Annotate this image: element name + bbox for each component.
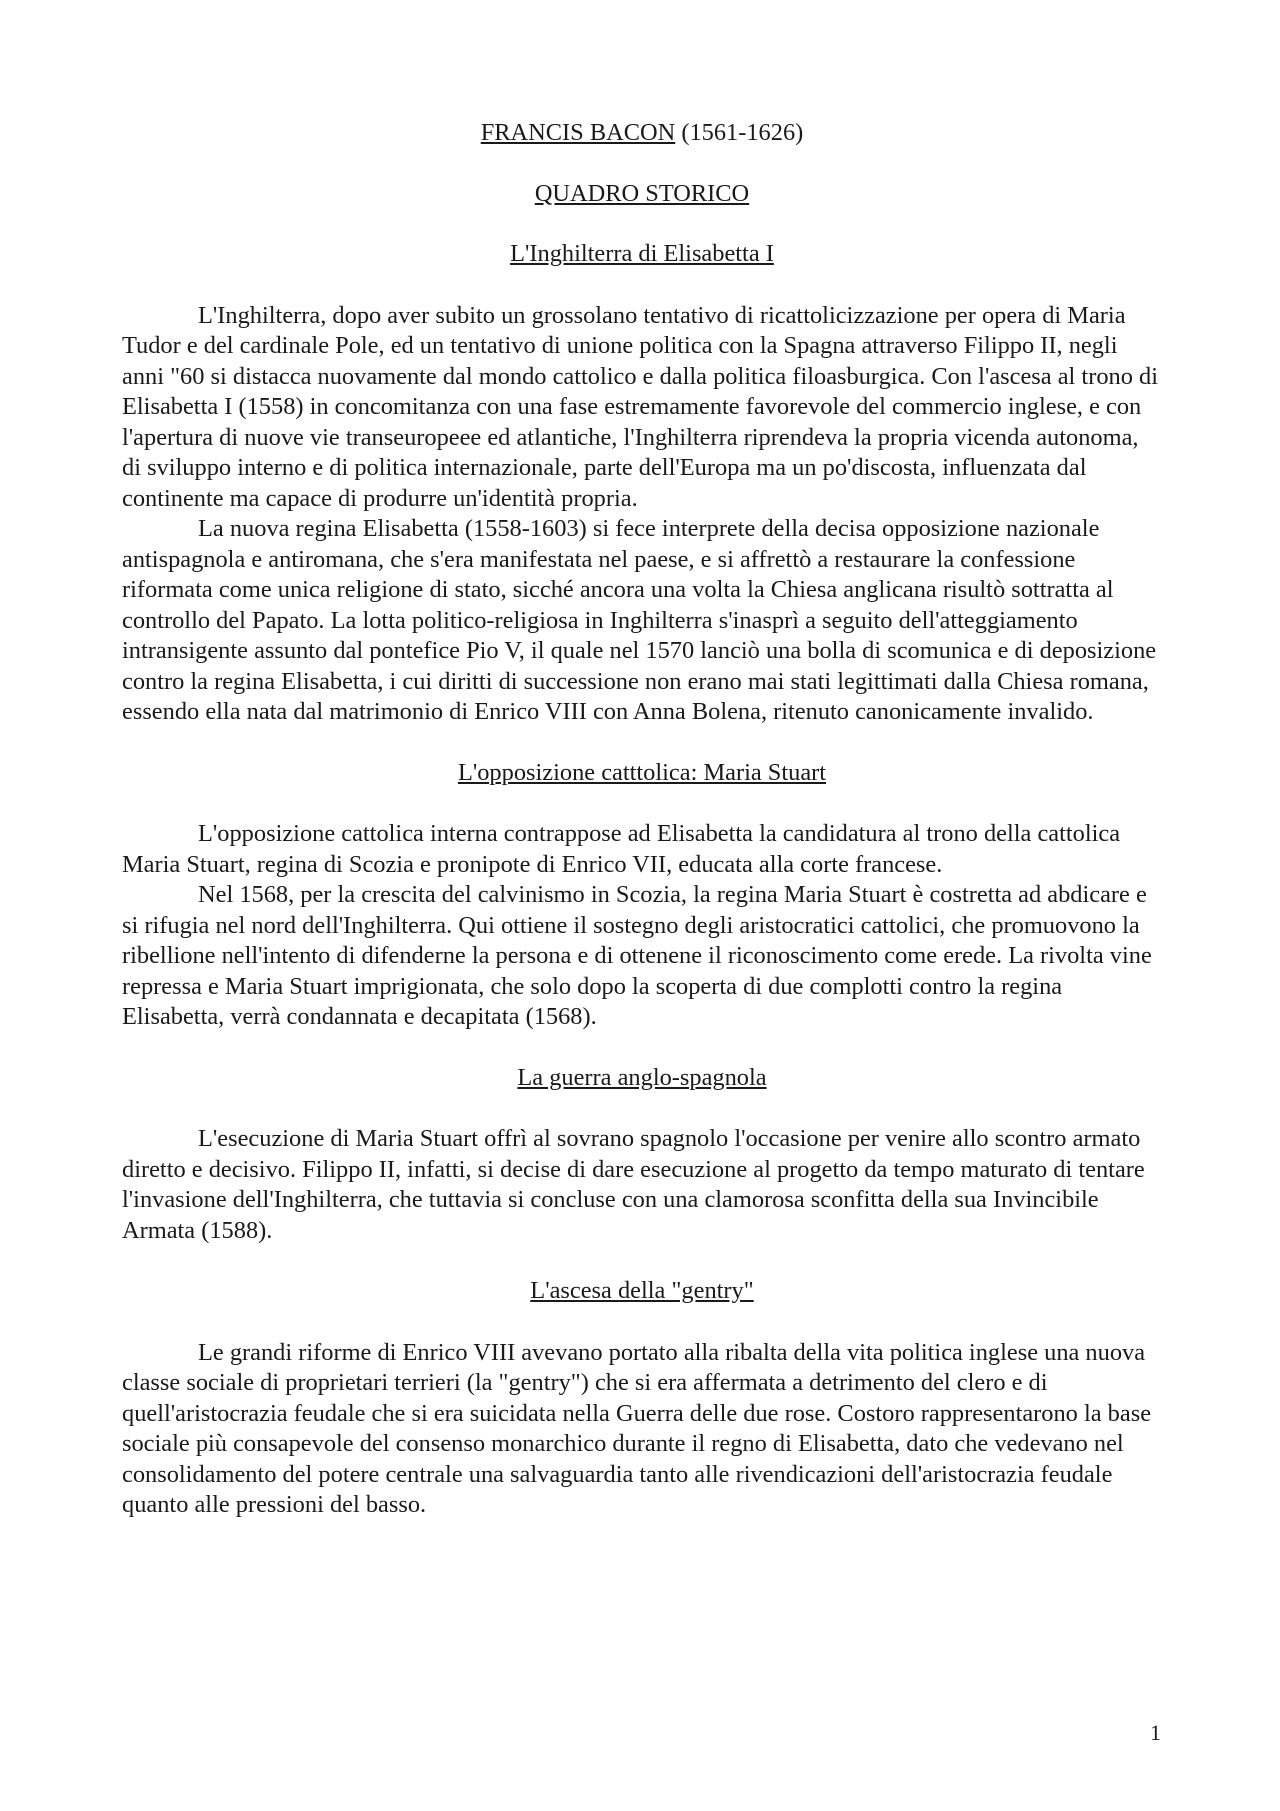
document-page — [122, 118, 1162, 1521]
paragraph: Le grandi riforme di Enrico VIII avevano portato alla ribalta della vita politica inglese una nuova classe sociale di proprietari terrieri (la "gentry") che si era affermata a detrimento del clero e di quell'aristocrazia feudale che si era suicidata nella Guerra delle due rose. Costoro rappresentarono la base sociale più consapevole del consenso monarchico durante il regno di Elisabetta, dato che vedevano nel consolidamento del potere centrale una salvaguardia tanto alle rivendicazioni dell'aristocrazia feudale quanto alle pressioni del basso. — [122, 1338, 1152, 1518]
heading-guerra-anglo-spagnola: La guerra anglo-spagnola — [517, 1063, 767, 1091]
paragraph: Nel 1568, per la crescita del calvinismo in Scozia, la regina Maria Stuart è costretta ad abdicare e si rifugia nel nord dell'Inghilterra. Qui ottiene il sostegno degli aristocratici cattolici, che promuovono la ribellione nell'intento di difenderne la persona e di ottenene il riconoscimento come erede. La rivolta vine repressa e Maria Stuart imprigionata, che solo dopo la scoperta di due complotti contro la regina Elisabetta, verrà condannata e decapitata (1568). — [122, 881, 1152, 1030]
paragraph: L'opposizione cattolica interna contrappose ad Elisabetta la candidatura al trono della cattolica Maria Stuart, regina di Scozia e pronipote di Enrico VII, educata alla corte francese. — [122, 820, 1121, 878]
paragraph: La nuova regina Elisabetta (1558-1603) si fece interprete della decisa opposizione nazionale antispagnola e antiromana, che s'era manifestata nel paese, e si affrettò a restaurare la confessione riformata come unica religione di stato, sicché ancora una volta la Chiesa anglicana risultò sottratta al controllo del Papato. La lotta politico-religiosa in Inghilterra s'inasprì a seguito dell'atteggiamento intransigente assunto dal pontefice Pio V, il quale nel 1570 lanciò una bolla di scomunica e di deposizione contro la regina Elisabetta, i cui diritti di successione non erano mai stati legittimati dalla Chiesa romana, essendo ella nata dal matrimonio di Enrico VIII con Anna Bolena, ritenuto canonicamente invalido. — [122, 515, 1157, 725]
heading-ascesa-gentry: L'ascesa della "gentry" — [530, 1277, 754, 1304]
section-heading: QUADRO STORICO — [534, 179, 750, 207]
title-name: FRANCIS BACON — [480, 119, 676, 146]
document-title — [122, 118, 1162, 149]
title-dates: (1561-1626) — [681, 119, 804, 146]
paragraph: L'esecuzione di Maria Stuart offrì al sovrano spagnolo l'occasione per venire allo scontro armato diretto e decisivo. Filippo II, infatti, si decise di dare esecuzione al progetto da tempo maturato di tentare l'invasione dell'Inghilterra, che tuttavia si concluse con una clamorosa sconfitta della sua Invincibile Armata (1588). — [122, 1125, 1145, 1244]
paragraph: L'Inghilterra, dopo aver subito un grossolano tentativo di ricattolicizzazione per opera di Maria Tudor e del cardinale Pole, ed un tentativo di unione politica con la Spagna attraverso Filippo II, negli anni "60 si distacca nuovamente dal mondo cattolico e dalla politica filoasburgica. Con l'ascesa al trono di Elisabetta I (1558) in concomitanza con una fase estremamente favorevole del commercio inglese, e con l'apertura di nuove vie transeuropeee ed atlantiche, l'Inghilterra riprendeva la propria vicenda autonoma, di sviluppo interno e di politica internazionale, parte dell'Europa ma un po'discosta, influenzata dal continente ma capace di produrre un'identità propria. — [122, 301, 1158, 512]
heading-opposizione-cattolica: L'opposizione catttolica: Maria Stuart — [457, 758, 827, 786]
page-number: 1 — [1150, 1720, 1161, 1745]
heading-inghilterra-elisabetta: L'Inghilterra di Elisabetta I — [510, 240, 774, 267]
